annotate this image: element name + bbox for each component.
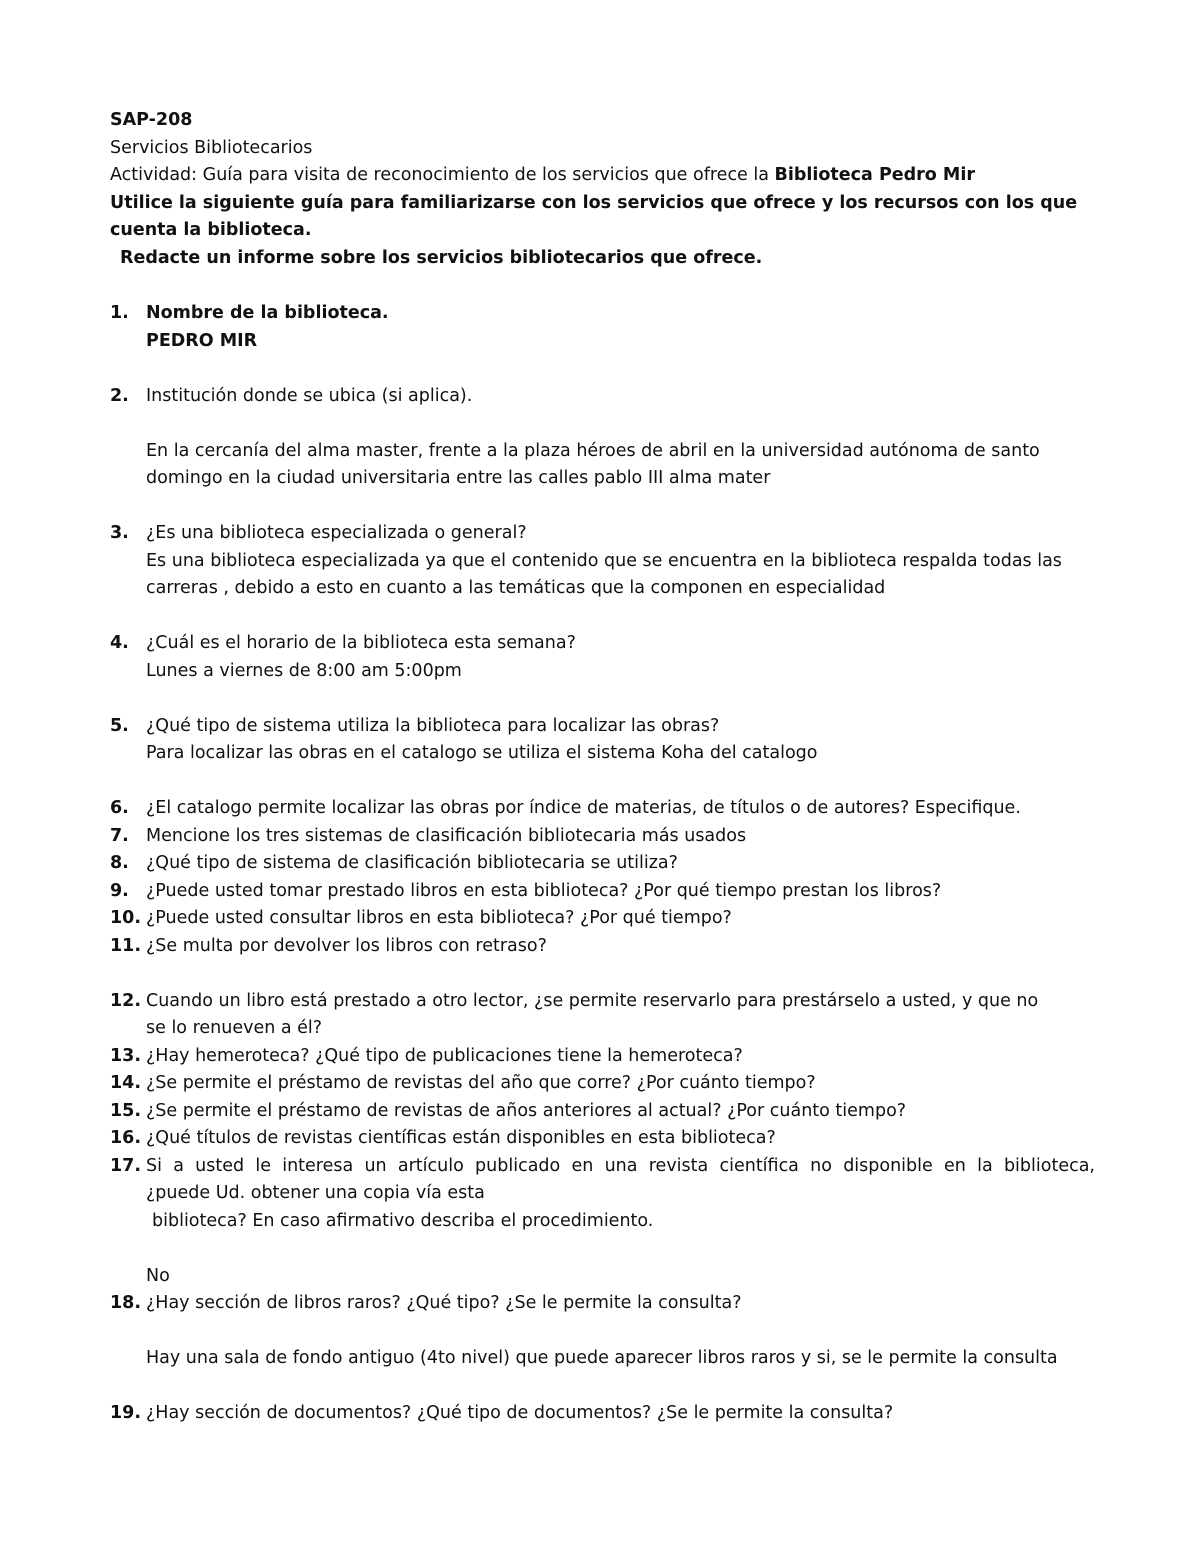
- list-item: [110, 1125, 1095, 1153]
- item-number: 15.: [110, 1100, 142, 1121]
- item-number: 7.: [110, 825, 129, 846]
- answer-text: Hay una sala de fondo antiguo (4to nivel) que puede aparecer libros raros y si, se le permite la consulta: [146, 1348, 1058, 1368]
- item-number: 10.: [110, 908, 142, 928]
- question-text: Mencione los tres sistemas de clasificación bibliotecaria más usados: [146, 825, 747, 846]
- item-number: 11.: [110, 935, 142, 956]
- course-code: SAP-208: [110, 110, 193, 130]
- item-number: 14.: [110, 1073, 142, 1093]
- question-text: ¿puede Ud. obtener una copia vía esta: [146, 1183, 485, 1203]
- list-item: [110, 1153, 1095, 1291]
- question-text: ¿Qué tipo de sistema de clasificación bibliotecaria se utiliza?: [146, 853, 678, 873]
- item-number: 5.: [110, 715, 129, 736]
- question-text: ¿Es una biblioteca especializada o general?: [146, 523, 527, 543]
- list-item: [110, 383, 1095, 493]
- activity-line: [110, 162, 1070, 190]
- question-text: ¿El catalogo permite localizar las obras por índice de materias, de títulos o de autores? Especifique.: [146, 798, 1021, 818]
- list-item: [110, 878, 1095, 906]
- item-number: 16.: [110, 1128, 142, 1148]
- item-number: 18.: [110, 1293, 142, 1313]
- answer-text: PEDRO MIR: [146, 330, 258, 351]
- item-number: 1.: [110, 303, 129, 323]
- question-text: Nombre de la biblioteca.: [146, 303, 389, 323]
- item-number: 4.: [110, 633, 129, 653]
- answer-text: carreras , debido a esto en cuanto a las temáticas que la componen en especialidad: [146, 578, 886, 598]
- list-item: [110, 300, 1095, 355]
- question-text: Institución donde se ubica (si aplica).: [146, 385, 473, 406]
- list-item: [110, 1070, 1095, 1098]
- item-number: 17.: [110, 1155, 142, 1176]
- question-text: ¿Cuál es el horario de la biblioteca esta semana?: [146, 633, 576, 653]
- list-item: [110, 905, 1095, 933]
- list-item: [110, 630, 1095, 685]
- question-text: biblioteca? En caso afirmativo describa el procedimiento.: [152, 1210, 654, 1231]
- answer-text: No: [146, 1265, 170, 1286]
- list-item: [110, 1400, 1095, 1428]
- question-text: ¿Hay sección de libros raros? ¿Qué tipo? ¿Se le permite la consulta?: [146, 1293, 742, 1313]
- instruction-line: Utilice la siguiente guía para familiarizarse con los servicios que ofrece y los recursos con los que: [110, 192, 1078, 213]
- document-header: [110, 107, 1078, 272]
- list-item: [110, 850, 1095, 878]
- list-item: [110, 1290, 1095, 1373]
- list-item: [110, 823, 1095, 851]
- answer-text: domingo en la ciudad universitaria entre las calles pablo III alma mater: [146, 468, 771, 488]
- activity-text: Actividad: Guía para visita de reconocimiento de los servicios que ofrece la: [110, 165, 775, 185]
- item-number: 6.: [110, 798, 129, 818]
- item-number: 9.: [110, 880, 129, 901]
- question-text: ¿Qué títulos de revistas científicas están disponibles en esta biblioteca?: [146, 1128, 776, 1148]
- answer-text: Lunes a viernes de 8:00 am 5:00pm: [146, 660, 462, 681]
- item-number: 2.: [110, 385, 129, 406]
- item-number: 19.: [110, 1403, 142, 1423]
- list-item: [110, 795, 1095, 823]
- list-item: [110, 713, 1095, 768]
- library-name: Biblioteca Pedro Mir: [774, 165, 975, 185]
- question-text: ¿Se multa por devolver los libros con retraso?: [146, 935, 547, 956]
- report-instruction: Redacte un informe sobre los servicios bibliotecarios que ofrece.: [120, 247, 763, 268]
- answer-text: En la cercanía del alma master, frente a la plaza héroes de abril en la universidad autónoma de santo: [146, 440, 1040, 461]
- course-name: Servicios Bibliotecarios: [110, 137, 313, 158]
- question-text: ¿Qué tipo de sistema utiliza la biblioteca para localizar las obras?: [146, 715, 720, 736]
- question-text: ¿Se permite el préstamo de revistas de años anteriores al actual? ¿Por cuánto tiempo?: [146, 1100, 907, 1121]
- question-text: ¿Hay hemeroteca? ¿Qué tipo de publicaciones tiene la hemeroteca?: [146, 1045, 743, 1066]
- answer-text: Para localizar las obras en el catalogo se utiliza el sistema Koha del catalogo: [146, 743, 818, 763]
- list-item: [110, 933, 1095, 961]
- list-item: [110, 520, 1095, 603]
- answer-text: Es una biblioteca especializada ya que el contenido que se encuentra en la biblioteca respalda todas las: [146, 550, 1062, 571]
- question-text: ¿Hay sección de documentos? ¿Qué tipo de documentos? ¿Se le permite la consulta?: [146, 1403, 894, 1423]
- list-item: [110, 1098, 1095, 1126]
- list-item: [110, 988, 1095, 1043]
- question-text: Cuando un libro está prestado a otro lector, ¿se permite reservarlo para prestárselo a usted, y que no: [146, 990, 1039, 1011]
- item-number: 12.: [110, 990, 142, 1011]
- item-number: 13.: [110, 1045, 142, 1066]
- item-number: 3.: [110, 523, 129, 543]
- question-text: ¿Se permite el préstamo de revistas del año que corre? ¿Por cuánto tiempo?: [146, 1073, 816, 1093]
- question-list: [110, 300, 1095, 1428]
- question-text: se lo renueven a él?: [146, 1018, 323, 1038]
- question-text: Si a usted le interesa un artículo publicado en una revista científica no disponible en la biblioteca,: [146, 1155, 1095, 1176]
- question-text: ¿Puede usted consultar libros en esta biblioteca? ¿Por qué tiempo?: [146, 908, 732, 928]
- question-text: ¿Puede usted tomar prestado libros en esta biblioteca? ¿Por qué tiempo prestan los libros?: [146, 880, 942, 901]
- instruction-line: cuenta la biblioteca.: [110, 220, 312, 240]
- list-item: [110, 1043, 1095, 1071]
- item-number: 8.: [110, 853, 129, 873]
